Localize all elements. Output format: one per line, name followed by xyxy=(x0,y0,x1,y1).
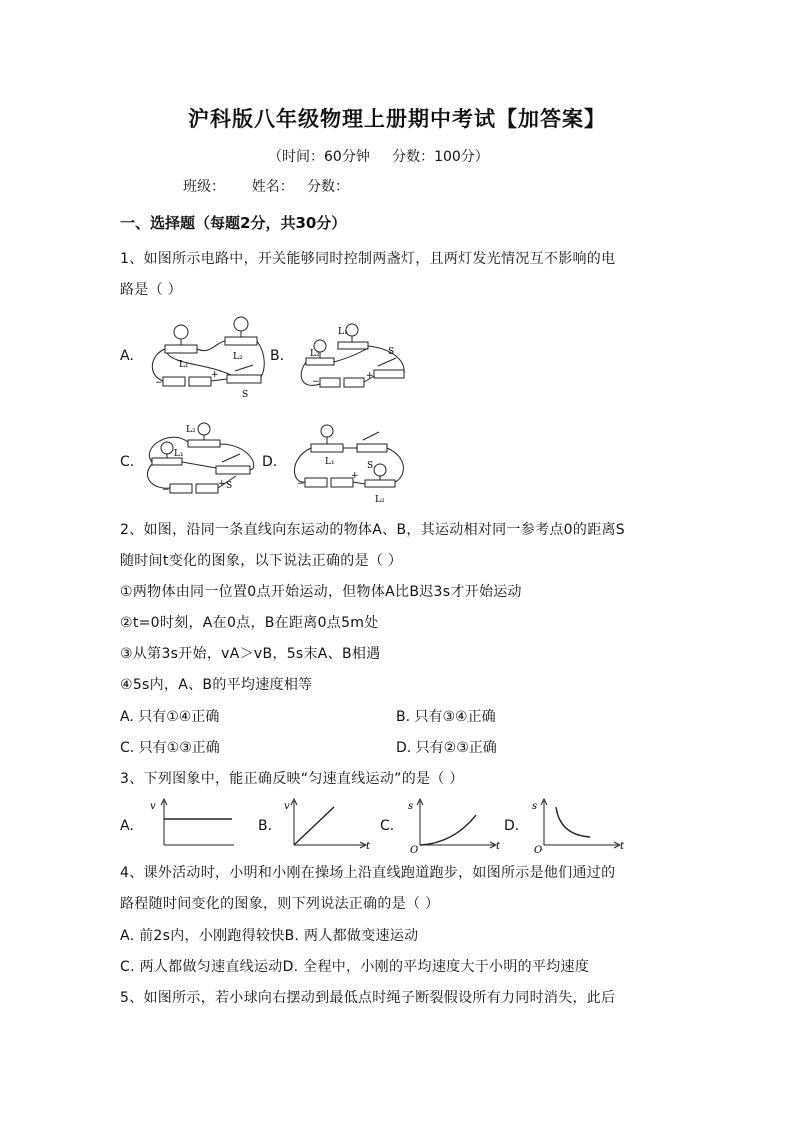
q3-option-d-label: D. xyxy=(504,818,520,834)
question-2-text-cont: 随时间t变化的图象，以下说法正确的是（ ） xyxy=(120,553,403,569)
svg-text:+: + xyxy=(211,370,219,380)
section-heading-choice: 一、选择题（每题2分，共30分） xyxy=(120,214,347,232)
circuit-diagram-a xyxy=(145,315,270,405)
question-4-text: 4、课外活动时，小明和小刚在操场上沿直线跑道跑步，如图所示是他们通过的 xyxy=(120,865,616,881)
switch-s-label: S xyxy=(242,390,249,400)
svg-text:t: t xyxy=(366,841,371,849)
svg-text:s: s xyxy=(532,801,538,812)
svg-text:−: − xyxy=(312,377,320,387)
svg-text:O: O xyxy=(534,845,543,853)
svg-text:v: v xyxy=(150,801,156,812)
svg-text:L₂: L₂ xyxy=(186,425,196,435)
svg-text:O: O xyxy=(410,845,419,853)
svg-text:L₁: L₁ xyxy=(325,457,335,467)
q4-options-cd: C. 两人都做匀速直线运动D. 全程中，小刚的平均速度大于小明的平均速度 xyxy=(120,959,590,975)
svg-text:−: − xyxy=(155,378,163,388)
q2-option-d: D. 只有②③正确 xyxy=(396,740,497,756)
question-3-text: 3、下列图象中，能正确反映“匀速直线运动”的是（ ） xyxy=(120,771,464,787)
lamp-l1-label: L₁ xyxy=(179,360,189,370)
q1-option-a-label: A. xyxy=(120,348,134,364)
q1-option-d-label: D. xyxy=(262,454,278,470)
q3-graph-d xyxy=(524,797,630,853)
exam-time-score: （时间：60分钟 分数：100分） xyxy=(268,149,489,165)
svg-text:t: t xyxy=(496,841,501,852)
question-1-text-cont: 路是（ ） xyxy=(120,282,182,298)
question-1-text: 1、如图所示电路中，开关能够同时控制两盏灯，且两灯发光情况互不影响的电 xyxy=(120,251,616,267)
question-5-text: 5、如图所示，若小球向右摆动到最低点时绳子断裂假设所有力同时消失，此后 xyxy=(120,990,616,1006)
svg-text:−: − xyxy=(297,479,305,489)
q3-graph-c xyxy=(404,797,504,853)
svg-text:S: S xyxy=(367,461,374,471)
svg-text:v: v xyxy=(284,801,290,812)
q2-option-c: C. 只有①③正确 xyxy=(120,740,220,756)
q1-option-b-label: B. xyxy=(270,348,285,364)
page-title: 沪科版八年级物理上册期中考试【加答案】 xyxy=(188,106,606,131)
svg-text:s: s xyxy=(408,801,414,812)
circuit-diagram-d xyxy=(285,418,410,508)
svg-text:S: S xyxy=(388,347,395,357)
question-2-text: 2、如图，沿同一条直线向东运动的物体A、B，其运动相对同一参考点0的距离S xyxy=(120,522,625,538)
q2-statement-3: ③从第3s开始，vA＞vB，5s末A、B相遇 xyxy=(120,646,381,662)
svg-text:L₂: L₂ xyxy=(375,495,385,505)
circuit-diagram-c xyxy=(140,418,265,503)
svg-text:+: + xyxy=(218,479,226,489)
svg-text:L₂: L₂ xyxy=(310,349,320,359)
circuit-diagram-b xyxy=(298,318,413,403)
q3-graph-a xyxy=(142,797,242,849)
svg-text:t: t xyxy=(620,841,625,852)
lamp-l2-label: L₂ xyxy=(233,352,243,362)
svg-text:+: + xyxy=(351,471,359,481)
svg-text:S: S xyxy=(226,481,233,491)
q2-statement-1: ①两物体由同一位置0点开始运动，但物体A比B迟3s才开始运动 xyxy=(120,584,522,600)
question-4-text-cont: 路程随时间变化的图象，则下列说法正确的是（ ） xyxy=(120,896,440,912)
q3-graph-b xyxy=(280,797,380,849)
svg-text:−: − xyxy=(162,485,170,495)
q2-option-a: A. 只有①④正确 xyxy=(120,709,220,725)
q2-statement-4: ④5s内，A、B的平均速度相等 xyxy=(120,677,313,693)
q2-statement-2: ②t=0时刻，A在0点，B在距离0点5m处 xyxy=(120,615,379,631)
q2-option-b: B. 只有③④正确 xyxy=(396,709,496,725)
q1-option-c-label: C. xyxy=(120,454,135,470)
q3-option-b-label: B. xyxy=(258,818,273,834)
svg-text:+: + xyxy=(366,371,374,381)
svg-text:L₁: L₁ xyxy=(174,449,184,459)
svg-text:L₁: L₁ xyxy=(338,327,348,337)
q4-options-ab: A. 前2s内，小刚跑得较快B. 两人都做变速运动 xyxy=(120,928,419,944)
q3-option-a-label: A. xyxy=(120,818,134,834)
q3-option-c-label: C. xyxy=(380,818,395,834)
student-info-line: 班级： 姓名： 分数： xyxy=(183,179,350,195)
